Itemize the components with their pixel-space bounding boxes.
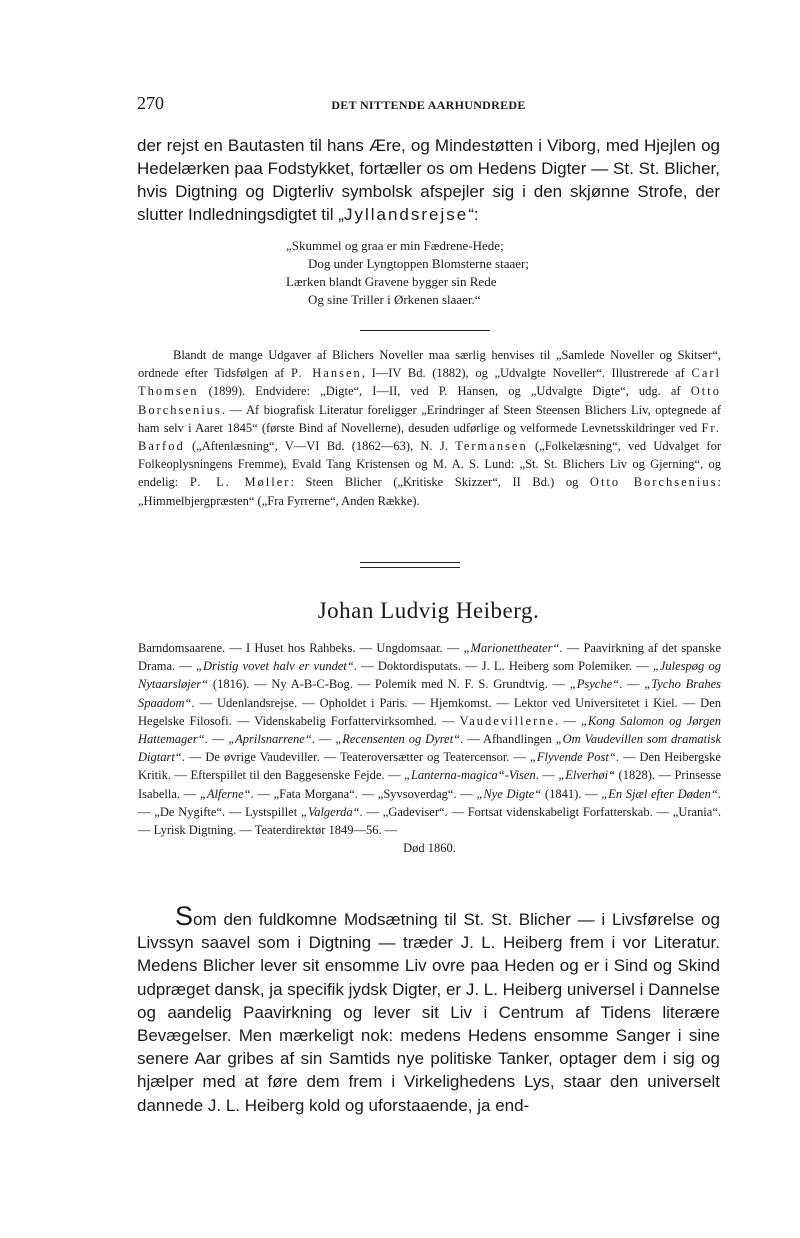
chapter-divider	[360, 562, 460, 568]
author-name: Otto Borchsenius	[589, 475, 718, 490]
intro-paragraph: der rejst en Bautasten til hans Ære, og Mindestøtten i Viborg, med Hjejlen og Hedelærken paa Fodstykket, fortæller os om Hedens Digter — St. St. Blicher, hvis Digtning og Digterliv symbolsk afspejler sig i den skjønne Strofe, der slutter Indledningsdigtet til „Jyllandsrejse“:	[137, 136, 720, 224]
author-name: P. L. Møller	[189, 475, 291, 490]
page-header	[137, 93, 720, 117]
main-paragraph: Som den fuldkomne Modsætning til St. St. Blicher — i Livsførelse og Livssyn saavel som i Digtning — træder J. L. Heiberg frem i vor Literatur. Medens Blicher lever sit ensomme Liv ovre paa Heden og er i Sind og Skind udpræget dansk, ja specifik jydsk Digter, er J. L. Heiberg universel i Dannelse og aandelig Paavirkning og lever sit Liv i Centrum af Tidens literære Bevægelser. Men mærkeligt nok: medens Hedens ensomme Sanger i sine senere Aar gribes af sin Samtids nye politiske Tanker, optager dem i sig og hjælper med at føre dem frem i Virkelighedens Lys, staar den universelt dannede J. L. Heiberg kold og uforstaaende, ja end-	[137, 901, 721, 1115]
poem-line: Lærken blandt Gravene bygger sin Rede	[286, 274, 497, 289]
author-name: Fr. Barfod	[138, 420, 721, 454]
author-name: P. Hansen	[290, 366, 362, 381]
poem-line: „Skummel og graa er min Fædrene-Hede;	[286, 238, 504, 253]
synopsis-end: Død 1860.	[403, 841, 456, 856]
section-divider	[360, 330, 490, 331]
page-number: 270	[137, 93, 164, 113]
chapter-synopsis: Barndomsaarene. — I Huset hos Rahbeks. — Ungdomsaar. — „Marionettheater“. — Paavirkning af det spanske Drama. — „Dristig vovet halv er vundet“. — Doktordisputats. — J. L. Heiberg som Polemiker. — „Julespøg og Nytaarsløjer“ (1816). — Ny A-B-C-Bog. — Polemik med N. F. S. Grundtvig. — „Psyche“. — „Tycho Brahes Spaadom“. — Udenlandsrejse. — Opholdet i Paris. — Hjemkomst. — Lektor ved Universitetet i Kiel. — Den Hegelske Filosofi. — Videnskabelig Forfattervirksomhed. — Vaudevillerne. — „Kong Salomon og Jørgen Hattemager“. — „Aprilsnarrene“. — „Recensenten og Dyret“. — Afhandlingen „Om Vaudevillen som dramatisk Digtart“. — De øvrige Vaudeviller. — Teateroversætter og Teatercensor. — „Flyvende Post“. — Den Heibergske Kritik. — Efterspillet til den Baggesenske Fejde. — „Lanterna-magica“-Visen. — „Elverhøi“ (1828). — Prinsesse Isabella. — „Alferne“. — „Fata Morgana“. — „Syvsoverdag“. — „Nye Digte“ (1841). — „En Sjæl efter Døden“. — „De Nygifte“. — Lystspillet „Valgerda“. — „Gadeviser“. — Fortsat videnskabeligt Forfatterskab. — „Urania“. — Lyrisk Digtning. — Teaterdirektør 1849—56. — Død 1860.	[138, 639, 721, 857]
poem-stanza	[286, 237, 529, 309]
drop-cap: S	[175, 901, 194, 931]
chapter-title: Johan Ludvig Heiberg.	[317, 598, 540, 623]
running-title: DET NITTENDE AARHUNDREDE	[331, 98, 526, 112]
poem-line: Og sine Triller i Ørkenen slaaer.“	[308, 292, 481, 307]
poem-line: Dog under Lyngtoppen Blomsterne staaer;	[308, 256, 529, 271]
author-name: Otto Borchsenius	[138, 384, 721, 417]
spaced-title: Jyllandsrejse	[343, 205, 469, 224]
bibliography-note: Blandt de mange Udgaver af Blichers Noveller maa særlig henvises til „Samlede Noveller og Skitser“, ordnede efter Tidsfølgen af P. Hansen, I—IV Bd. (1882), og „Udvalgte Noveller“. Illustrerede af Carl Thomsen (1899). Endvidere: „Digte“, I—II, ved P. Hansen, og „Udvalgte Digte“, udg. af Otto Borchsenius. — Af biografisk Literatur foreligger „Erindringer af Steen Steensen Blichers Liv, optegnede af ham selv i Aaret 1845“ (første Bind af Novellerne), desuden udførlige og velformede Levnetsskildringer ved Fr. Barfod („Aftenlæsning“, V—VI Bd. (1862—63), N. J. Termansen („Folkelæsning“, ved Udvalget for Folkeoplysningens Fremme), Evald Tang Kristensen og M. A. S. Lund: „St. St. Blichers Liv og Gjerning“, og endelig: P. L. Møller: Steen Blicher („Kritiske Skizzer“, II Bd.) og Otto Borchsenius: „Himmelbjergpræsten“ („Fra Fyrrerne“, Anden Række).	[138, 348, 722, 508]
author-name: Carl Thomsen	[138, 366, 722, 399]
author-name: Termansen	[455, 439, 528, 454]
